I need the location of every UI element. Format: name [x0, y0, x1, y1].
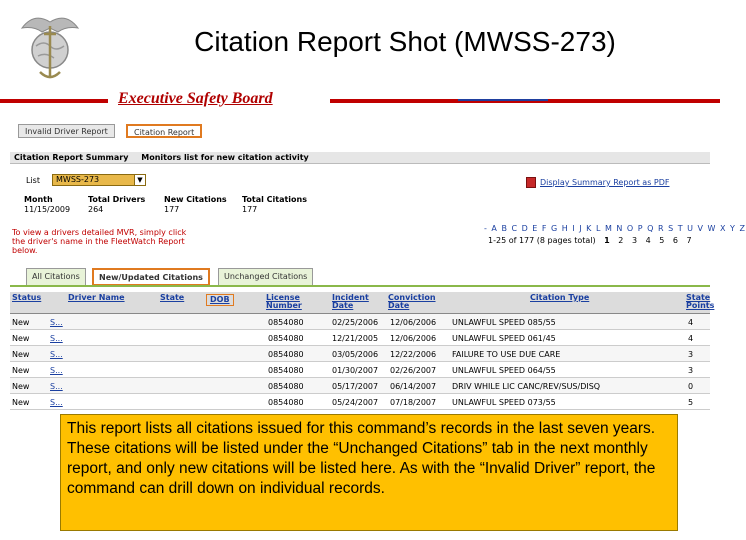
column-header-state[interactable]: State: [160, 293, 185, 302]
column-header-driver-name[interactable]: Driver Name: [68, 293, 125, 302]
header-rule-left: [0, 99, 108, 103]
chevron-down-icon[interactable]: ▼: [134, 175, 145, 185]
summary-bar: [10, 152, 710, 164]
table-row[interactable]: New S... 0854080 02/25/2006 12/06/2006 UNLAWFUL SPEED 085/55 4: [10, 314, 710, 330]
list-select[interactable]: [52, 174, 146, 186]
page-link[interactable]: 4: [645, 236, 651, 245]
page-link[interactable]: 3: [631, 236, 638, 245]
instructions-text: To view a drivers detailed MVR, simply click the driver's name in the FleetWatch Report below.: [12, 228, 187, 255]
table-row[interactable]: New S... 0854080 12/21/2005 12/06/2006 UNLAWFUL SPEED 061/45 4: [10, 330, 710, 346]
sub-tabs-divider: [10, 285, 710, 287]
pdf-icon[interactable]: [526, 177, 536, 188]
page-link[interactable]: 6: [672, 236, 678, 245]
metric-total-drivers: Total Drivers 264: [88, 195, 146, 214]
column-header-incident-date[interactable]: Incident Date: [332, 293, 369, 310]
header-rule-accent: [458, 99, 548, 101]
metric-new-citations: New Citations 177: [164, 195, 227, 214]
page-link[interactable]: 5: [659, 236, 665, 245]
display-summary-pdf-link[interactable]: Display Summary Report as PDF: [540, 178, 670, 187]
explanation-callout: This report lists all citations issued for this command’s records in the last seven years. These citations will be listed under the “Unchanged Citations” tab in the next monthly report, and only new citations will be listed here. As with the “Invalid Driver” report, the command can drill down on individual records.: [60, 414, 678, 531]
column-header-citation-type[interactable]: Citation Type: [530, 293, 590, 302]
list-select-value: MWSS-273: [56, 175, 100, 184]
page-link[interactable]: 7: [686, 236, 692, 245]
paging-summary: 1-25 of 177 (8 pages total): [488, 236, 596, 245]
column-header-dob[interactable]: DOB: [206, 294, 234, 306]
tab-citation-report[interactable]: Citation Report: [126, 124, 202, 138]
page-link[interactable]: 2: [618, 236, 624, 245]
summary-title: Citation Report Summary: [14, 153, 129, 162]
tab-unchanged-citations[interactable]: Unchanged Citations: [218, 268, 313, 286]
slide-title: Citation Report Shot (MWSS-273): [194, 26, 616, 57]
column-header-conviction-date[interactable]: Conviction Date: [388, 293, 436, 310]
list-label: List: [26, 176, 40, 185]
table-row[interactable]: New S... 0854080 05/17/2007 06/14/2007 DRIV WHILE LIC CANC/REV/SUS/DISQ 0: [10, 378, 710, 394]
column-header-license-number[interactable]: License Number: [266, 293, 302, 310]
alphabet-filter[interactable]: - A B C D E F G H I J K L M N O P Q R S T U V W X Y Z: [484, 224, 746, 233]
tab-new-updated-citations[interactable]: New/Updated Citations: [92, 268, 210, 286]
table-row[interactable]: New S... 0854080 03/05/2006 12/22/2006 FAILURE TO USE DUE CARE 3: [10, 346, 710, 362]
tab-all-citations[interactable]: All Citations: [26, 268, 86, 286]
metric-month: Month 11/15/2009: [24, 195, 71, 214]
eagle-globe-anchor-emblem-icon: [14, 6, 86, 82]
citation-report-screenshot: [10, 120, 746, 415]
column-header-status[interactable]: Status: [12, 293, 42, 302]
summary-subtitle: Monitors list for new citation activity: [141, 153, 309, 162]
table-row[interactable]: New S... 0854080 05/24/2007 07/18/2007 UNLAWFUL SPEED 073/55 5: [10, 394, 710, 410]
tab-invalid-driver-report[interactable]: Invalid Driver Report: [18, 124, 115, 138]
citation-table-header: [10, 292, 715, 314]
table-row[interactable]: New S... 0854080 01/30/2007 02/26/2007 UNLAWFUL SPEED 064/55 3: [10, 362, 710, 378]
page-link[interactable]: 1: [604, 236, 610, 245]
column-header-state-points[interactable]: State Points: [686, 293, 715, 310]
metric-total-citations: Total Citations 177: [242, 195, 307, 214]
board-subtitle: Executive Safety Board: [118, 90, 273, 107]
pagination: [488, 236, 692, 245]
